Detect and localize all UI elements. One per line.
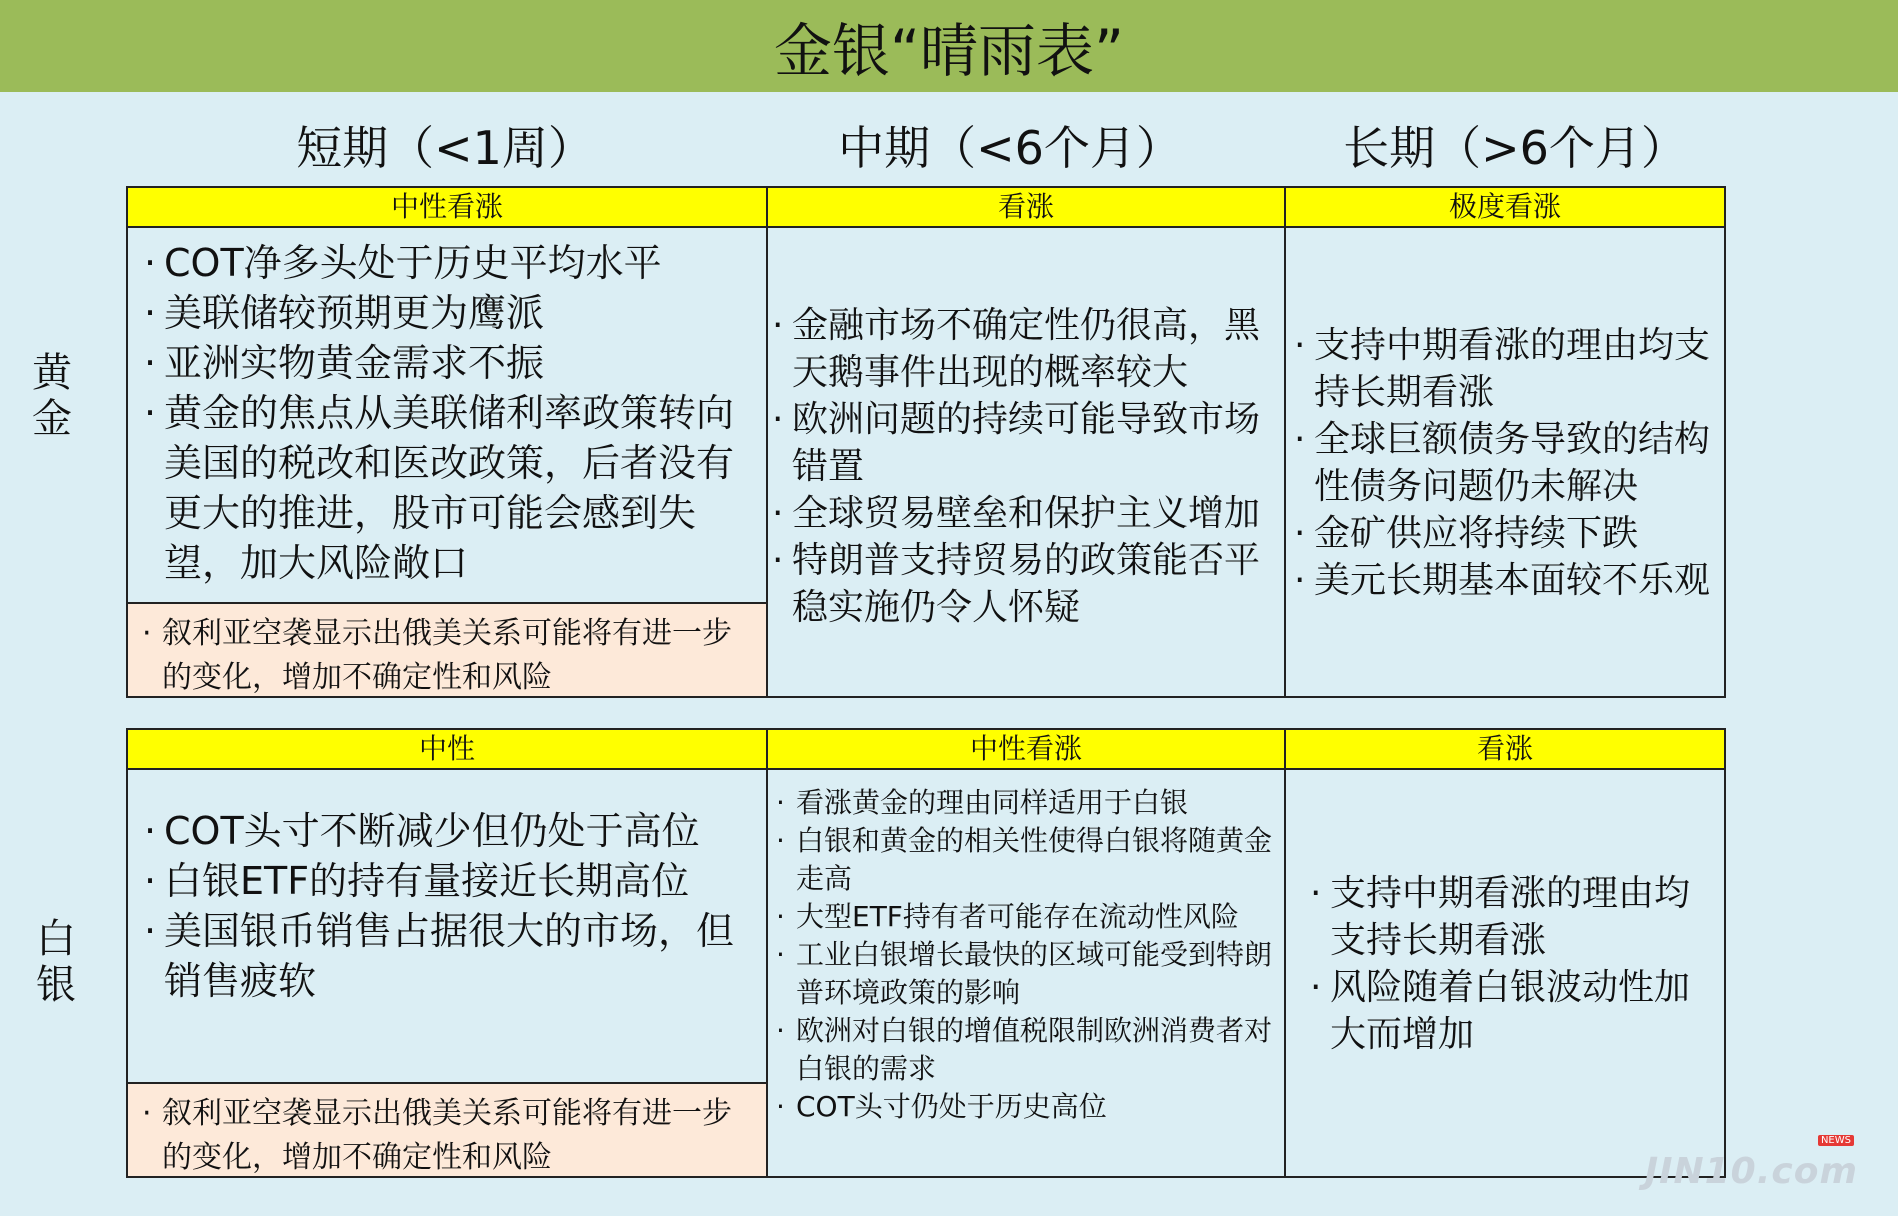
list-item: · 美联储较预期更为鹰派 bbox=[142, 288, 762, 338]
gold-long-rating: 极度看涨 bbox=[1286, 188, 1724, 228]
list-item: · 白银ETF的持有量接近长期高位 bbox=[142, 856, 762, 906]
gold-short-note bbox=[128, 604, 766, 696]
gold-mid-points bbox=[770, 302, 1282, 631]
list-item: · 金融市场不确定性仍很高，黑天鹅事件出现的概率较大 bbox=[770, 302, 1282, 396]
list-item: · 支持中期看涨的理由均支持长期看涨 bbox=[1292, 322, 1726, 416]
gold-label-text: 黄 金 bbox=[32, 350, 72, 442]
period-short: 短期（<1周） bbox=[296, 121, 594, 175]
list-item: · COT净多头处于历史平均水平 bbox=[142, 238, 762, 288]
list-item: · 金矿供应将持续下跌 bbox=[1292, 510, 1726, 557]
silver-long-rating: 看涨 bbox=[1286, 730, 1724, 770]
gold-short-points bbox=[142, 238, 762, 588]
list-item: · 大型ETF持有者可能存在流动性风险 bbox=[774, 898, 1282, 936]
silver-mid-points bbox=[774, 784, 1282, 1126]
page-title: 金银“晴雨表” bbox=[773, 17, 1125, 85]
gold-long-points bbox=[1292, 322, 1726, 604]
watermark-logo: JIN10.com bbox=[1644, 1151, 1858, 1192]
list-item: · 支持中期看涨的理由均支持长期看涨 bbox=[1308, 870, 1722, 964]
gold-table bbox=[126, 186, 1726, 698]
gold-mid-rating: 看涨 bbox=[768, 188, 1284, 228]
list-item: · COT头寸不断减少但仍处于高位 bbox=[142, 806, 762, 856]
silver-mid-rating: 中性看涨 bbox=[768, 730, 1284, 770]
title-bar bbox=[0, 0, 1898, 92]
list-item: · 美元长期基本面较不乐观 bbox=[1292, 557, 1726, 604]
row-label-gold bbox=[22, 350, 82, 442]
list-item: · 亚洲实物黄金需求不振 bbox=[142, 338, 762, 388]
list-item: · 工业白银增长最快的区域可能受到特朗普环境政策的影响 bbox=[774, 936, 1282, 1012]
list-item: · 风险随着白银波动性加大而增加 bbox=[1308, 964, 1722, 1058]
list-item: · 黄金的焦点从美联储利率政策转向美国的税改和医改政策，后者没有更大的推进，股市可能会感到失望，加大风险敞口 bbox=[142, 388, 762, 588]
period-mid: 中期（<6个月） bbox=[838, 121, 1182, 175]
note-text: · 叙利亚空袭显示出俄美关系可能将有进一步的变化，增加不确定性和风险 bbox=[140, 612, 754, 700]
list-item: · 欧洲对白银的增值税限制欧洲消费者对白银的需求 bbox=[774, 1012, 1282, 1088]
list-item: · 白银和黄金的相关性使得白银将随黄金走高 bbox=[774, 822, 1282, 898]
list-item: · 美国银币销售占据很大的市场，但销售疲软 bbox=[142, 906, 762, 1006]
silver-short-note bbox=[128, 1084, 766, 1176]
silver-short-rating: 中性 bbox=[128, 730, 766, 770]
gold-short-rating: 中性看涨 bbox=[128, 188, 766, 228]
silver-long-points bbox=[1308, 870, 1722, 1058]
list-item: · 全球巨额债务导致的结构性债务问题仍未解决 bbox=[1292, 416, 1726, 510]
watermark-badge: NEWS bbox=[1818, 1135, 1854, 1146]
silver-short-points bbox=[142, 806, 762, 1006]
list-item: · 欧洲问题的持续可能导致市场错置 bbox=[770, 396, 1282, 490]
list-item: · 特朗普支持贸易的政策能否平稳实施仍令人怀疑 bbox=[770, 537, 1282, 631]
list-item: · COT头寸仍处于历史高位 bbox=[774, 1088, 1282, 1126]
note-text: · 叙利亚空袭显示出俄美关系可能将有进一步的变化，增加不确定性和风险 bbox=[140, 1092, 754, 1180]
silver-label-text: 白 银 bbox=[36, 916, 76, 1008]
row-label-silver bbox=[26, 916, 86, 1008]
period-long: 长期（>6个月） bbox=[1343, 121, 1687, 175]
silver-table bbox=[126, 728, 1726, 1178]
list-item: · 全球贸易壁垒和保护主义增加 bbox=[770, 490, 1282, 537]
list-item: · 看涨黄金的理由同样适用于白银 bbox=[774, 784, 1282, 822]
